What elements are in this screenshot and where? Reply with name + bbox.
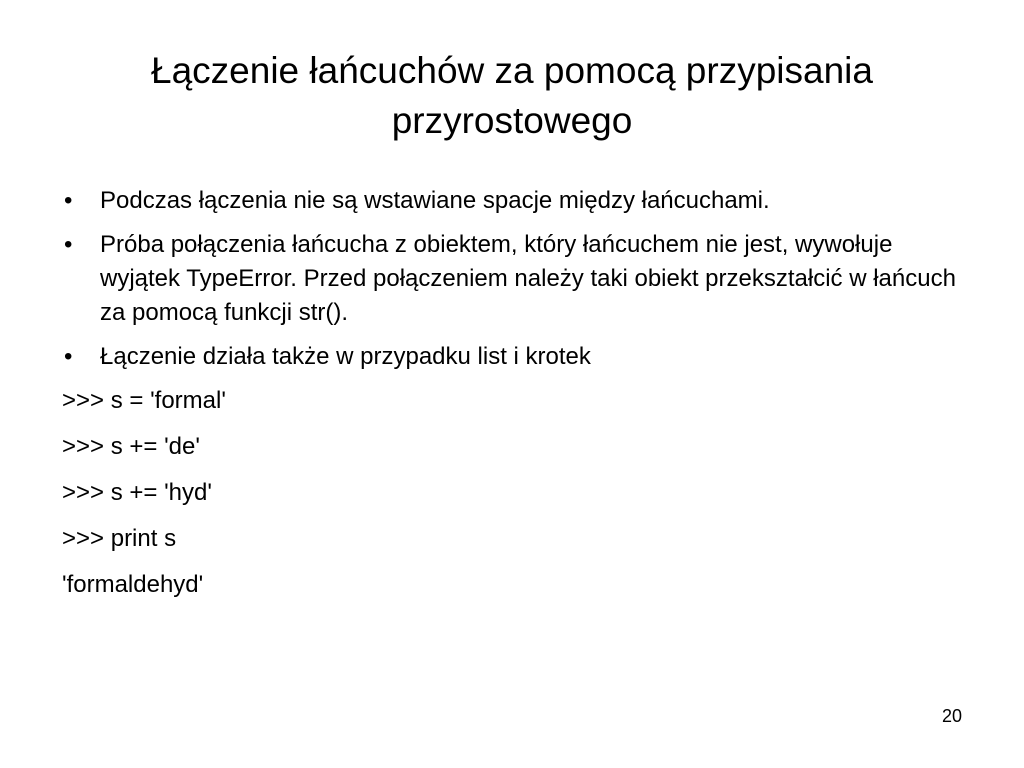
slide-title-line-2: przyrostowego — [391, 100, 633, 141]
bullet-item — [62, 228, 962, 330]
bullet-text: Próba połączenia łańcucha z obiektem, który łańcuchem nie jest, wywołuje wyjątek TypeError. Przed połączeniem należy taki obiekt przekształcić w łańcuch za pomocą funkcji str(). — [100, 231, 956, 326]
slide-title-line-1: Łączenie łańcuchów za pomocą przypisania — [151, 50, 873, 91]
slide-title — [60, 46, 964, 146]
bullet-item — [62, 340, 962, 374]
code-line: >>> s += 'de' — [62, 433, 200, 460]
code-block — [62, 384, 962, 602]
bullet-marker: • — [64, 231, 73, 258]
bullet-list — [62, 184, 962, 374]
code-line: >>> print s — [62, 525, 177, 552]
bullet-text: Łączenie działa także w przypadku list i krotek — [100, 343, 591, 370]
slide-body — [62, 184, 962, 614]
bullet-text: Podczas łączenia nie są wstawiane spacje między łańcuchami. — [100, 187, 770, 214]
bullet-item — [62, 184, 962, 218]
code-line: >>> s = 'formal' — [62, 387, 226, 414]
page-number: 20 — [941, 706, 962, 726]
code-output-line: 'formaldehyd' — [62, 571, 204, 598]
code-line: >>> s += 'hyd' — [62, 479, 212, 506]
bullet-marker: • — [64, 187, 73, 214]
bullet-marker: • — [64, 343, 73, 370]
